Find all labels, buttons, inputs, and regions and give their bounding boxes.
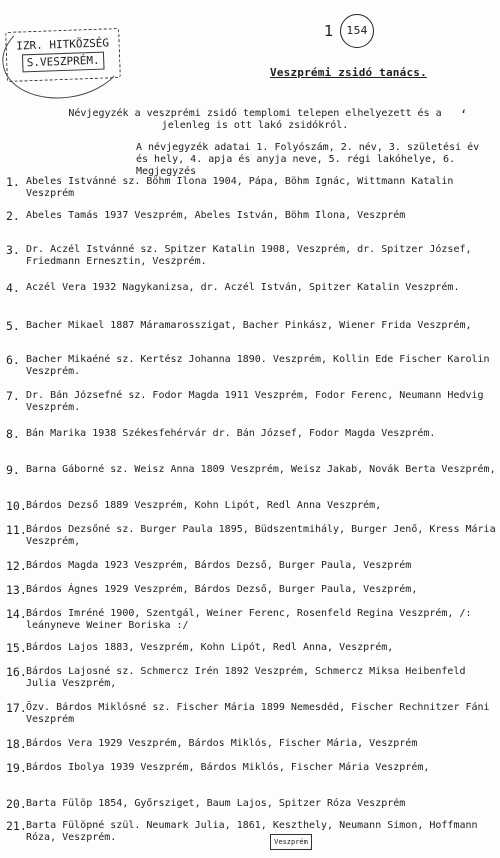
list-item xyxy=(6,500,496,512)
entry-text: Bacher Mikael 1887 Máramarosszigat, Bacher Pinkász, Wiener Frida Veszprém, xyxy=(26,320,472,331)
entry-text: Bárdos Imréné 1900, Szentgál, Weiner Ferenc, Rosenfeld Regina Veszprém, /: leányneve Weiner Boriska :/ xyxy=(26,608,472,631)
entry-text: Aczél Vera 1932 Nagykanizsa, dr. Aczél István, Spitzer Katalin Veszprém. xyxy=(26,282,460,293)
entry-text: Bárdos Ibolya 1939 Veszprém, Bárdos Miklós, Fischer Mária Veszprém, xyxy=(26,762,430,773)
entry-text: Barta Fülöpné szül. Neumark Julia, 1861, Keszthely, Neumann Simon, Hoffmann Róza, Veszprém. xyxy=(26,820,478,843)
entry-number: 13. xyxy=(6,583,27,597)
list-item xyxy=(6,320,496,332)
folio-number: 1 xyxy=(324,22,334,40)
list-item xyxy=(6,524,496,548)
entry-number: 11. xyxy=(6,523,27,537)
stamp-line2: S.VESZPRÉM. xyxy=(22,52,105,73)
list-item xyxy=(6,738,496,750)
list-item xyxy=(6,428,496,440)
intro-text: Névjegyzék a veszprémi zsidó templomi telepen elhelyezett és a jelenleg is ott lakó zsidókról. xyxy=(68,108,442,131)
entry-number: 1. xyxy=(6,175,20,189)
list-item xyxy=(6,560,496,572)
stamp-line1: IZR. HITKÖZSÉG xyxy=(16,36,110,53)
page-title: Veszprémi zsidó tanács. xyxy=(270,66,427,79)
entry-number: 15. xyxy=(6,641,27,655)
entry-text: Dr. Bán Józsefné sz. Fodor Magda 1911 Veszprém, Fodor Ferenc, Neumann Hedvig Veszprém. xyxy=(26,390,484,413)
entry-number: 12. xyxy=(6,559,27,573)
list-item xyxy=(6,354,496,378)
entry-number: 4. xyxy=(6,281,20,295)
entry-text: Abeles Istvánné sz. Böhm Ilona 1904, Pápa, Böhm Ignác, Wittmann Katalin Veszprém xyxy=(26,176,454,199)
list-item xyxy=(6,390,496,414)
entry-number: 17. xyxy=(6,701,27,715)
list-item xyxy=(6,176,496,200)
entry-number: 6. xyxy=(6,353,20,367)
list-item xyxy=(6,642,496,654)
entry-text: Bán Marika 1938 Székesfehérvár dr. Bán József, Fodor Magda Veszprém. xyxy=(26,428,436,439)
entry-text: Bárdos Lajos 1883, Veszprém, Kohn Lipót, Redl Anna, Veszprém, xyxy=(26,642,394,653)
entry-number: 16. xyxy=(6,665,27,679)
entry-text: Bárdos Lajosné sz. Schmercz Irén 1892 Veszprém, Schmercz Miksa Heibenfeld Julia Veszprém, xyxy=(26,666,466,689)
entry-number: 2. xyxy=(6,209,20,223)
entry-number: 18. xyxy=(6,737,27,751)
list-item xyxy=(6,282,496,294)
list-item xyxy=(6,464,496,476)
entry-text: Dr. Aczél Istvánné sz. Spitzer Katalin 1908, Veszprém, dr. Spitzer József, Friedmann Ernesztin, Veszprém. xyxy=(26,244,472,267)
entry-text: Bacher Mikaéné sz. Kertész Johanna 1890. Veszprém, Kollin Ede Fischer Karolin Veszprém. xyxy=(26,354,490,377)
entry-number: 7. xyxy=(6,389,20,403)
entry-number: 14. xyxy=(6,607,27,621)
entry-text: Barna Gáborné sz. Weisz Anna 1809 Veszprém, Weisz Jakab, Novák Berta Veszprém, xyxy=(26,464,496,475)
entry-text: Bárdos Magda 1923 Veszprém, Bárdos Dezső, Burger Paula, Veszprém xyxy=(26,560,412,571)
entry-text: Abeles Tamás 1937 Veszprém, Abeles István, Böhm Ilona, Veszprém xyxy=(26,210,406,221)
list-item xyxy=(6,244,496,268)
list-item xyxy=(6,666,496,690)
list-item xyxy=(6,608,496,632)
entry-number: 20. xyxy=(6,797,27,811)
entry-text: Özv. Bárdos Miklósné sz. Fischer Mária 1899 Nemesdéd, Fischer Rechnitzer Fáni Veszprém xyxy=(26,702,490,725)
margin-mark: ʻ xyxy=(460,108,468,122)
column-description xyxy=(6,142,496,178)
entry-text: Bárdos Ágnes 1929 Veszprém, Bárdos Dezső, Burger Paula, Veszprém, xyxy=(26,584,418,595)
list-item xyxy=(6,762,496,774)
list-item xyxy=(6,798,496,810)
entry-number: 8. xyxy=(6,427,20,441)
community-stamp xyxy=(5,28,121,82)
list-item xyxy=(6,210,496,222)
bottom-stamp: Veszprém xyxy=(270,834,312,850)
list-item xyxy=(6,584,496,596)
folio-circled-number: 154 xyxy=(340,14,374,48)
column-description-text: A névjegyzék adatai 1. Folyószám, 2. név, 3. születési év és hely, 4. apja és anyja neve, 5. régi lakóhelye, 6. Megjegyzés xyxy=(136,142,480,177)
entry-text: Bárdos Vera 1929 Veszprém, Bárdos Miklós, Fischer Mária, Veszprém xyxy=(26,738,418,749)
entry-text: Bárdos Dezső 1889 Veszprém, Kohn Lipót, Redl Anna Veszprém, xyxy=(26,500,382,511)
entry-text: Barta Fülöp 1854, Győrsziget, Baum Lajos, Spitzer Róza Veszprém xyxy=(26,798,406,809)
entry-text: Bárdos Dezsőné sz. Burger Paula 1895, Büdszentmihály, Burger Jenő, Kress Mária Veszprém, xyxy=(26,524,496,547)
entry-number: 19. xyxy=(6,761,27,775)
list-item xyxy=(6,702,496,726)
entry-number: 21. xyxy=(6,819,27,833)
entry-number: 9. xyxy=(6,463,20,477)
entry-number: 3. xyxy=(6,243,20,257)
entry-number: 10. xyxy=(6,499,27,513)
list-item xyxy=(6,820,496,844)
entry-number: 5. xyxy=(6,319,20,333)
